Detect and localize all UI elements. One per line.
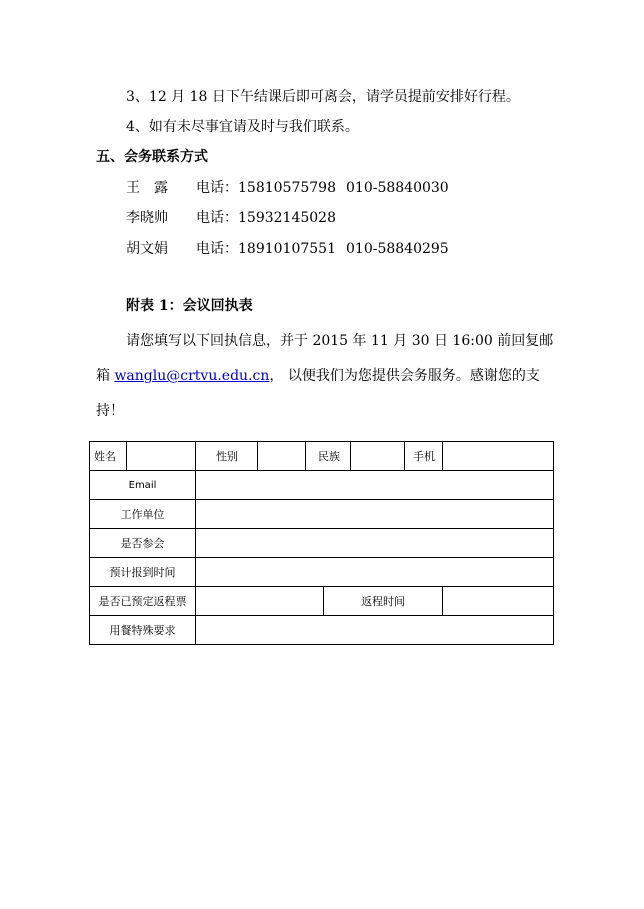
form-row-work-unit (90, 500, 554, 529)
email-label: Email (90, 471, 196, 500)
attend-field[interactable] (196, 529, 554, 558)
return-ticket-field[interactable] (196, 587, 324, 616)
contact-row (0, 179, 644, 197)
form-row-attend (90, 529, 554, 558)
return-time-field[interactable] (443, 587, 554, 616)
name-label: 姓名 (90, 442, 127, 471)
arrival-time-field[interactable] (196, 558, 554, 587)
receipt-form-table (89, 441, 554, 645)
ethnicity-field[interactable] (351, 442, 405, 471)
contact-row (0, 209, 644, 227)
contact-alt-phone: 010-58840030 (346, 180, 449, 196)
contact-name: 李晓帅 (126, 210, 168, 226)
ethnicity-label: 民族 (306, 442, 351, 471)
dining-field[interactable] (196, 616, 554, 645)
appendix-title: 附表 1：会议回执表 (126, 298, 253, 314)
mobile-field[interactable] (443, 442, 554, 471)
email-link[interactable]: wanglu@crtvu.edu.cn (114, 368, 270, 384)
arrival-time-label: 预计报到时间 (90, 558, 196, 587)
attend-label: 是否参会 (90, 529, 196, 558)
form-row-basic (90, 442, 554, 471)
gender-field[interactable] (258, 442, 306, 471)
form-row-arrival (90, 558, 554, 587)
intro-suffix: ， 以便我们为您提供会务服务。感谢您的支 (269, 368, 540, 384)
return-time-label: 返程时间 (324, 587, 443, 616)
appendix-intro-line2 (96, 367, 540, 385)
contact-row (0, 240, 644, 258)
appendix-intro-line3: 持！ (96, 403, 124, 419)
intro-prefix: 箱 (96, 368, 115, 384)
form-row-email (90, 471, 554, 500)
section-5-heading: 五、会务联系方式 (96, 149, 208, 165)
contact-phone: 电话：18910107551 (196, 241, 336, 257)
email-field[interactable] (196, 471, 554, 500)
form-row-dining (90, 616, 554, 645)
contact-name: 胡文娟 (126, 241, 168, 257)
note-item-4: 4、如有未尽事宜请及时与我们联系。 (126, 119, 359, 135)
contact-name: 王 露 (126, 180, 168, 196)
form-row-return (90, 587, 554, 616)
name-field[interactable] (127, 442, 196, 471)
contact-phone: 电话：15932145028 (196, 210, 336, 226)
mobile-label: 手机 (405, 442, 443, 471)
return-ticket-label: 是否已预定返程票 (90, 587, 196, 616)
work-unit-label: 工作单位 (90, 500, 196, 529)
gender-label: 性别 (196, 442, 258, 471)
appendix-intro-line1: 请您填写以下回执信息，并于 2015 年 11 月 30 日 16:00 前回复邮 (126, 333, 554, 349)
contact-phone: 电话：15810575798 (196, 180, 336, 196)
dining-label: 用餐特殊要求 (90, 616, 196, 645)
note-item-3: 3、12 月 18 日下午结课后即可离会，请学员提前安排好行程。 (126, 89, 520, 105)
work-unit-field[interactable] (196, 500, 554, 529)
contact-alt-phone: 010-58840295 (346, 241, 449, 257)
